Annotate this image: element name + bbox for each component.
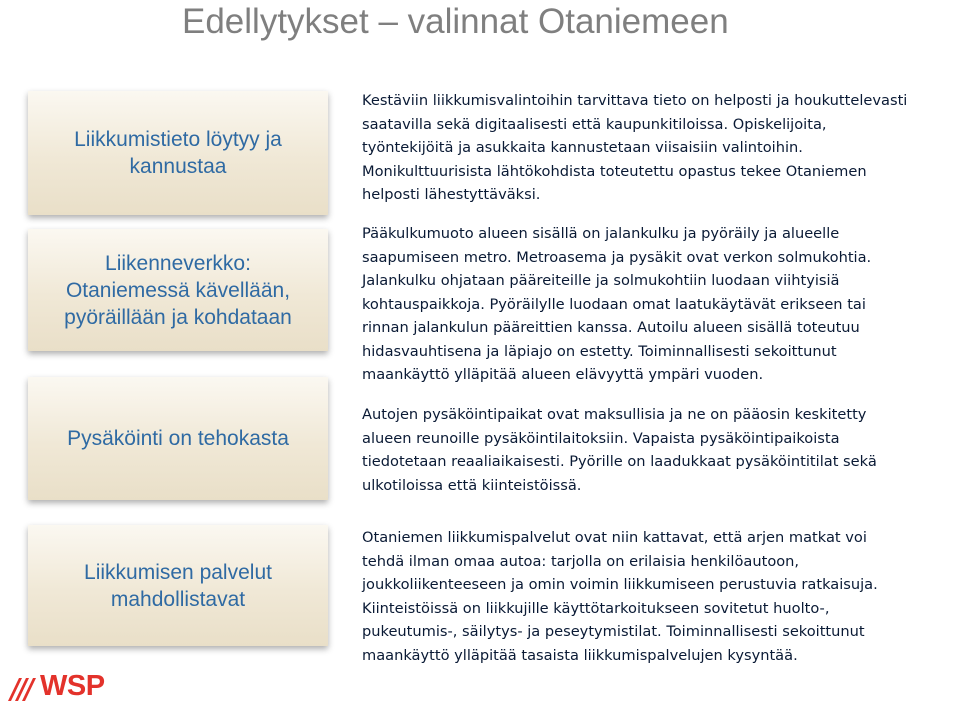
description-line: saatavilla sekä digitaalisesti että kaupunkitiloissa. Opiskelijoita, [362, 115, 827, 133]
description-line: pukeutumis-, säilytys- ja peseytymistilat. Toiminnallisesti sekoittunut [362, 623, 865, 640]
description-line: Jalankulku ohjataan pääreiteille ja solmukohtiin luodaan viihtyisiä [362, 272, 840, 289]
description-line: maankäyttö ylläpitää tasaista liikkumispalvelujen kysyntää. [362, 646, 798, 664]
description-line: tiedotetaan reaaliaikaisesti. Pyörille on laadukkaat pysäköintitilat sekä [362, 453, 877, 470]
wsp-logo-text: WSP [40, 670, 105, 702]
description-line: saapumiseen metro. Metroasema ja pysäkit ovat verkon solmukohtia. [362, 248, 872, 266]
label-box-liikkumispalvelut [28, 525, 328, 646]
label-text: Liikkumistieto löytyy ja kannustaa [74, 128, 282, 178]
description-line: helposti lähestyttäväksi. [362, 186, 541, 203]
description-line: Autojen pysäköintipaikat ovat maksullisia ja ne on pääosin keskitetty [362, 406, 867, 423]
description-liikenneverkko [362, 222, 958, 387]
description-line: tehdä ilman omaa autoa: tarjolla on erilaisia henkilöautoon, [362, 552, 800, 570]
description-line: alueen reunoille pysäköintilaitoksiin. Vapaista pysäköintipaikoista [362, 429, 840, 447]
wsp-logo-icon [6, 672, 38, 702]
label-box-liikkumistieto [28, 91, 328, 215]
description-line: joukkoliikenteeseen ja omin voimin liikkumiseen perustuvia ratkaisuja. [362, 576, 878, 593]
description-line: Pääkulkumuoto alueen sisällä on jalankulku ja pyöräily ja alueelle [362, 225, 840, 242]
label-text: Pysäköinti on tehokasta [67, 427, 289, 450]
description-line: maankäyttö ylläpitää alueen elävyyttä ympäri vuoden. [362, 366, 764, 383]
label-text: Liikenneverkko: Otaniemessä kävellään, pyöräillään ja kohdataan [64, 251, 292, 329]
description-line: Otaniemen liikkumispalvelut ovat niin kattavat, että arjen matkat voi [362, 529, 867, 546]
label-box-liikenneverkko [28, 229, 328, 351]
slide-title: Edellytykset – valinnat Otaniemeen [182, 2, 729, 41]
description-pysakointi [362, 403, 958, 497]
description-liikkumispalvelut [362, 526, 958, 667]
description-line: Monikulttuurisista lähtökohdista toteutettu opastus tekee Otaniemen [362, 162, 867, 180]
description-liikkumistieto [362, 89, 958, 207]
description-line: kohtauspaikkoja. Pyöräilylle luodaan omat laatukäytävät erikseen tai [362, 295, 866, 313]
wsp-logo [6, 670, 105, 703]
description-line: Kestäviin liikkumisvalintoihin tarvittava tieto on helposti ja houkuttelevasti [362, 92, 908, 109]
description-line: työntekijöitä ja asukkaita kannustetaan viisaisiin valintoihin. [362, 139, 803, 156]
description-line: Kiinteistöissä on liikkujille käyttötarkoitukseen sovitetut huolto-, [362, 599, 830, 617]
label-text: Liikkumisen palvelut mahdollistavat [84, 560, 272, 611]
description-line: rinnan jalankulun pääreittien kanssa. Autoilu alueen sisällä toteutuu [362, 319, 860, 336]
label-box-pysakointi [28, 377, 328, 500]
description-line: hidasvauhtisena ja läpiajo on estetty. Toiminnallisesti sekoittunut [362, 342, 837, 360]
description-line: ulkotiloissa että kiinteistöissä. [362, 476, 582, 494]
